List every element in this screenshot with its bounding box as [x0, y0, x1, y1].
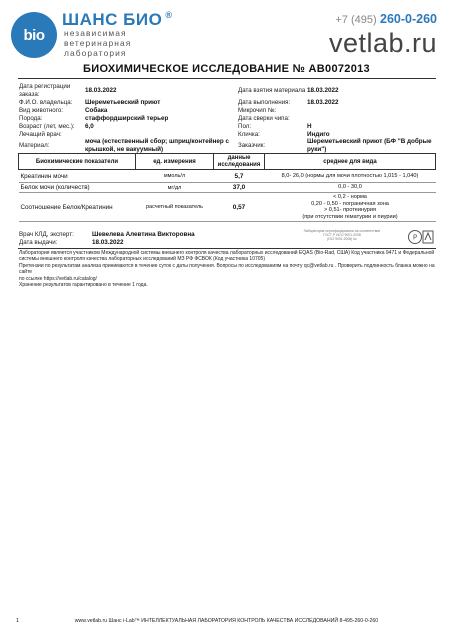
- row-value: 5,7: [214, 170, 265, 183]
- material-label: Материал:: [19, 142, 50, 149]
- notes-block: [19, 250, 437, 288]
- microchip-label: Микрочип №:: [238, 107, 277, 114]
- doctor-value: Шевелева Алевтина Викторовна: [92, 231, 195, 238]
- reg-date-value: 18.03.2022: [85, 87, 117, 94]
- certification-note: Лаборатория сертифицирована на соответствие ГОСТ Р ИСО 9001-2008 (ISO 9001:2008) №: [303, 229, 381, 242]
- footer-text: www.vetlab.ru Шанс i-Lab™ ИНТЕЛЛЕКТУАЛЬНАЯ ЛАБОРАТОРИЯ КОНТРОЛЬ КАЧЕСТВА ИССЛЕДОВАНИЙ 8-495-260-0-260: [74, 618, 379, 624]
- row-reference: 0,0 - 30,0: [265, 183, 436, 193]
- col-header-reference: среднее для вида: [265, 154, 436, 170]
- note-line: Лаборатория является участником Международной системы внешнего контроля качества лабораторных исследований EQAS (Bio-Rad, США) Код участника 9471 и Федеральной: [19, 250, 435, 256]
- brand-sub-line-2: ветеринарная: [64, 38, 132, 48]
- col-header-parameter: Биохимические показатели: [19, 154, 136, 170]
- note-line: системы внешнего контроля качества лабораторных исследований МЗ РФ ФСВОК (Код участника 10705): [19, 256, 265, 263]
- brand-name: [62, 10, 172, 30]
- note-line: по ссылке https://vetlab.ru/catalog/: [19, 275, 97, 282]
- svg-text:P: P: [412, 233, 418, 242]
- pet-name-value: Индиго: [307, 131, 330, 138]
- issued-label: Дата выдачи:: [19, 239, 58, 246]
- row-unit: мг/дл: [136, 183, 214, 193]
- breed-label: Порода:: [19, 115, 43, 122]
- row-reference: 8,0- 26,0 (нормы для мочи плотностью 1,015 - 1,040): [265, 170, 436, 183]
- collection-date-label: Дата взятия материала: [238, 87, 306, 94]
- species-value: Собака: [85, 107, 108, 114]
- table-row: [19, 170, 436, 183]
- vet-label: Лечащий врач:: [19, 131, 62, 138]
- material-value: моча (естественный сбор; шприц/контейнер с крышкой, не вакуумный): [85, 138, 229, 153]
- header-phone[interactable]: [335, 12, 437, 26]
- sex-label: Пол:: [238, 123, 252, 130]
- row-reference: < 0,2 - норма 0,20 - 0,50 - пограничная зона > 0,51- протеинурия (при отсутствии гематурии и пиурии): [265, 193, 436, 222]
- done-date-label: Дата выполнения:: [238, 99, 291, 106]
- table-row: [19, 193, 436, 222]
- col-header-data: данные исследования: [214, 154, 265, 170]
- brand-logo: [11, 12, 57, 58]
- results-table: [18, 153, 436, 222]
- pet-name-label: Кличка:: [238, 131, 260, 138]
- table-header-row: [19, 154, 436, 170]
- row-value: 0,57: [214, 193, 265, 222]
- title-divider: [18, 78, 436, 79]
- table-row: [19, 183, 436, 193]
- done-date-value: 18.03.2022: [307, 99, 339, 106]
- collection-date-value: 18.03.2022: [307, 87, 339, 94]
- row-value: 37,0: [214, 183, 265, 193]
- owner-value: Шереметьевский приют: [85, 99, 161, 106]
- doctor-label: Врач КЛД, эксперт:: [19, 231, 74, 238]
- page-number: 1: [16, 618, 19, 624]
- client-value: Шереметьевский приют (БФ "В добрые руки"): [307, 138, 432, 153]
- certification-logo-icon: [408, 228, 434, 246]
- phone-number: 260-0-260: [380, 12, 437, 26]
- species-label: Вид животного:: [19, 107, 64, 114]
- row-parameter: Креатинин мочи: [19, 170, 136, 183]
- sex-value: Н: [307, 123, 312, 130]
- phone-prefix: +7 (495): [335, 14, 377, 26]
- row-unit: ммоль/л: [136, 170, 214, 183]
- logo-text: bio: [23, 26, 45, 44]
- chip-check-label: Дата сверки чипа:: [238, 115, 290, 122]
- document-title: БИОХИМИЧЕСКОЕ ИССЛЕДОВАНИЕ № АВ0072013: [83, 63, 370, 75]
- col-header-unit: ед. измерения: [136, 154, 214, 170]
- site-link[interactable]: vetlab.ru: [328, 28, 437, 58]
- row-parameter: Соотношение Белок/Креатинин: [19, 193, 136, 222]
- owner-label: Ф.И.О. владельца:: [19, 99, 73, 106]
- breed-value: стаффордширский терьер: [85, 115, 169, 122]
- reg-date-label: Дата регистрации заказа:: [19, 83, 71, 98]
- brand-sub-line-3: лаборатория: [64, 48, 127, 58]
- brand-name-text: ШАНС БИО: [62, 10, 163, 29]
- row-parameter: Белок мочи (количеств): [19, 183, 136, 193]
- note-line: Претензии по результатам анализа принимаются в течение суток с даты получения. Вопросы по исследованиям на почту qc@vetlab.ru . Проверить подлинность бланка можно на сайте: [19, 262, 435, 276]
- issued-value: 18.03.2022: [92, 239, 124, 246]
- client-label: Заказчик:: [238, 142, 266, 149]
- brand-sub-line-1: независимая: [64, 28, 127, 38]
- row-unit: расчетный показатель: [136, 193, 214, 222]
- age-label: Возраст (лет, мес.):: [19, 123, 75, 130]
- registered-mark: ®: [165, 10, 173, 21]
- notes-divider: [18, 248, 436, 249]
- note-line: Хранение результатов гарантировано в течение 1 года.: [19, 282, 148, 289]
- age-value: 6,0: [85, 123, 94, 130]
